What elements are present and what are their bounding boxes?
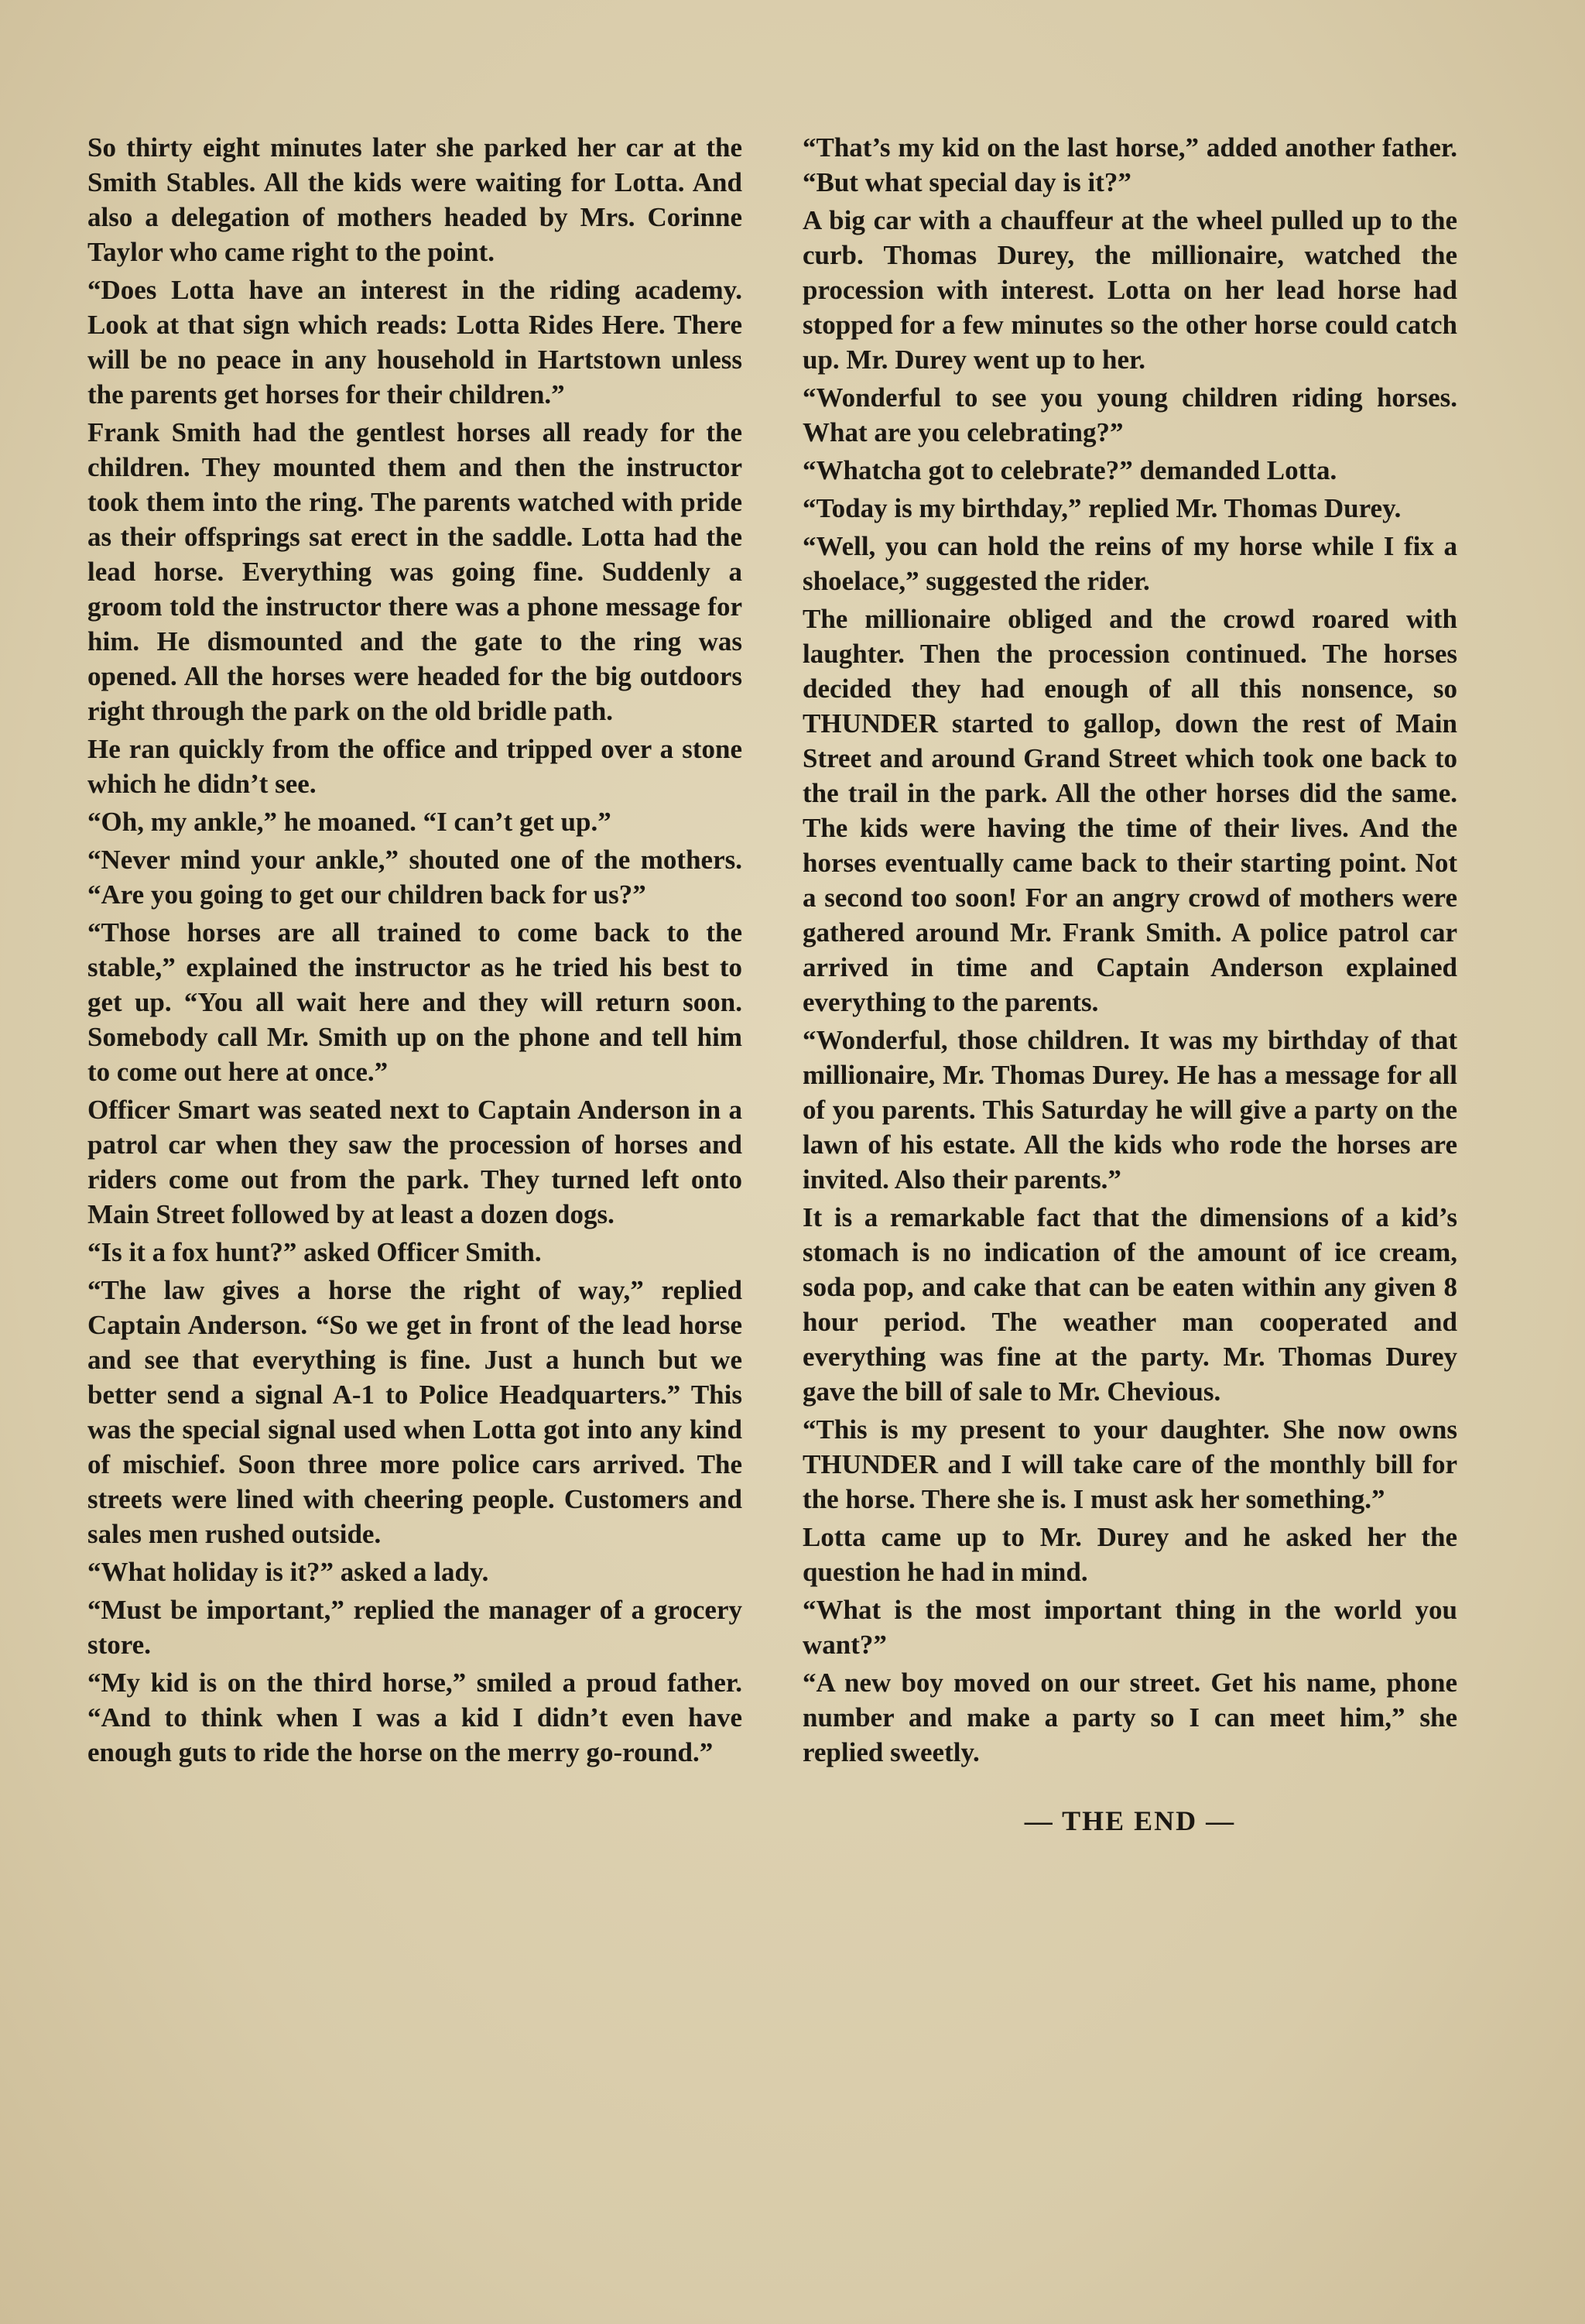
paragraph: “A new boy moved on our street. Get his name, phone number and make a party so I can meet him,” she replied sweetly. xyxy=(803,1668,1457,1767)
paragraph: “Well, you can hold the reins of my horse while I fix a shoelace,” suggested the rider. xyxy=(803,531,1457,596)
paragraph: “That’s my kid on the last horse,” added another father. “But what special day is it?” xyxy=(803,132,1457,197)
paragraph: “Whatcha got to celebrate?” demanded Lotta. xyxy=(803,455,1337,485)
paragraph: He ran quickly from the office and tripped over a stone which he didn’t see. xyxy=(87,734,742,799)
paragraph: “Those horses are all trained to come back to the stable,” explained the instructor as he tried his best to get up. “You all wait here and they will return soon. Somebody call Mr. Smith up on the phone and tell him to come out here at once.” xyxy=(87,917,742,1087)
paragraph: “Oh, my ankle,” he moaned. “I can’t get up.” xyxy=(87,807,611,837)
paragraph: Officer Smart was seated next to Captain Anderson in a patrol car when they saw the procession of horses and riders come out from the park. They turned left onto Main Street followed by at least a dozen dogs. xyxy=(87,1095,742,1229)
paragraph: Lotta came up to Mr. Durey and he asked her the question he had in mind. xyxy=(803,1522,1457,1587)
left-text-column xyxy=(87,130,742,1773)
paragraph: “Today is my birthday,” replied Mr. Thomas Durey. xyxy=(803,493,1402,523)
paragraph: Frank Smith had the gentlest horses all ready for the children. They mounted them and then the instructor took them into the ring. The parents watched with pride as their offsprings sat erect in the saddle. Lotta had the lead horse. Everything was going fine. Suddenly a groom told the instructor there was a phone message for him. He dismounted and the gate to the ring was opened. All the horses were headed for the big outdoors right through the park on the old bridle path. xyxy=(87,417,742,726)
paragraph: “Must be important,” replied the manager of a grocery store. xyxy=(87,1595,742,1660)
paragraph: “What is the most important thing in the world you want?” xyxy=(803,1595,1457,1660)
paragraph: The millionaire obliged and the crowd roared with laughter. Then the procession continued. The horses decided they had enough of all this nonsence, so THUNDER started to gallop, down the rest of Main Street and around Grand Street which took one back to the trail in the park. All the other horses did the same. The kids were having the time of their lives. And the horses eventually came back to their starting point. Not a second too soon! For an angry crowd of mothers were gathered around Mr. Frank Smith. A police patrol car arrived in time and Captain Anderson explained everything to the parents. xyxy=(803,604,1457,1017)
the-end-mark: — THE END — xyxy=(1024,1805,1236,1836)
paragraph: “Never mind your ankle,” shouted one of the mothers. “Are you going to get our children back for us?” xyxy=(87,845,742,910)
paragraph: “Wonderful, those children. It was my birthday of that millionaire, Mr. Thomas Durey. He has a message for all of you parents. This Saturday he will give a party on the lawn of his estate. All the kids who rode the horses are invited. Also their parents.” xyxy=(803,1025,1457,1195)
paragraph: “Does Lotta have an interest in the riding academy. Look at that sign which reads: Lotta Rides Here. There will be no peace in any household in Hartstown unless the parents get horses for their children.” xyxy=(87,275,742,410)
right-text-column xyxy=(803,130,1457,1839)
paragraph: A big car with a chauffeur at the wheel pulled up to the curb. Thomas Durey, the millionaire, watched the procession with interest. Lotta on her lead horse had stopped for a few minutes so the other horse could catch up. Mr. Durey went up to her. xyxy=(803,205,1457,375)
paragraph: “Is it a fox hunt?” asked Officer Smith. xyxy=(87,1237,542,1267)
paragraph: “My kid is on the third horse,” smiled a proud father. “And to think when I was a kid I didn’t even have enough guts to ride the horse on the merry go-round.” xyxy=(87,1668,742,1767)
paragraph: So thirty eight minutes later she parked her car at the Smith Stables. All the kids were waiting for Lotta. And also a delegation of mothers headed by Mrs. Corinne Taylor who came right to the point. xyxy=(87,132,742,267)
paragraph: “Wonderful to see you young children riding horses. What are you celebrating?” xyxy=(803,382,1457,447)
paragraph: “The law gives a horse the right of way,” replied Captain Anderson. “So we get in front of the lead horse and see that everything is fine. Just a hunch but we better send a signal A-1 to Police Headquarters.” This was the special signal used when Lotta got into any kind of mischief. Soon three more police cars arrived. The streets were lined with cheering people. Customers and sales men rushed outside. xyxy=(87,1275,742,1549)
paragraph: “This is my present to your daughter. She now owns THUNDER and I will take care of the monthly bill for the horse. There she is. I must ask her something.” xyxy=(803,1414,1457,1514)
paragraph: It is a remarkable fact that the dimensions of a kid’s stomach is no indication of the amount of ice cream, soda pop, and cake that can be eaten within any given 8 hour period. The weather man cooperated and everything was fine at the party. Mr. Thomas Durey gave the bill of sale to Mr. Chevious. xyxy=(803,1202,1457,1407)
paragraph: “What holiday is it?” asked a lady. xyxy=(87,1557,489,1587)
